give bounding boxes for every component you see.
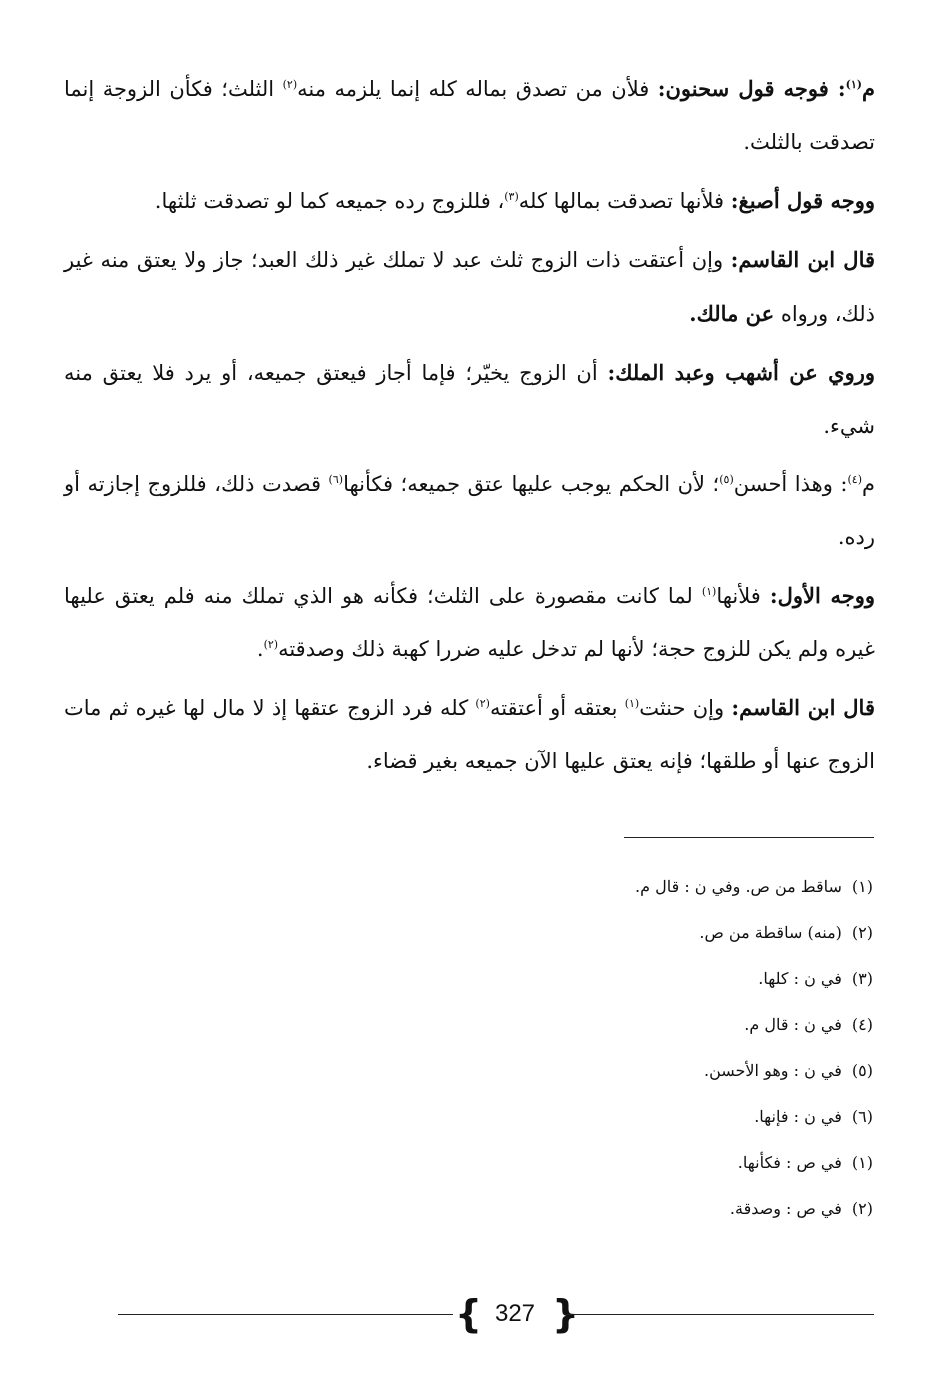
footnote-number: (٥) (851, 1061, 873, 1080)
page-footer (0, 1290, 939, 1340)
paragraph-lead: قال ابن القاسم: (731, 695, 875, 720)
paragraph-text: الثلث؛ فكأن الزوجة إنما تصدقت بالثلث. (64, 77, 875, 154)
paragraph-text: كله فرد الزوج عتقها إذ لا مال لها غيره ثم مات الزوج عنها أو طلقها؛ فإنه يعتق عليها الآن جميعه بغير قضاء. (64, 696, 875, 773)
paragraph-6 (64, 569, 875, 676)
footnote-ref: (٢) (263, 638, 279, 651)
paragraph-3 (64, 233, 875, 341)
footnote-text: في ن : فإنها. (754, 1107, 842, 1126)
paragraph-text: أن الزوج يخيّر؛ فإما أجاز فيعتق جميعه، أو يرد فلا يعتق منه شيء. (64, 361, 875, 438)
footnote-number: (١) (851, 877, 873, 896)
paragraph-text: وإن أعتقت ذات الزوج ثلث عبد لا تملك غير ذلك العبد؛ جاز ولا يعتق منه غير ذلك، ورواه (64, 248, 875, 326)
footnote-number: (٦) (851, 1107, 873, 1126)
footnote-item (66, 1094, 873, 1140)
paragraph-7 (64, 681, 875, 788)
paragraph-lead: م$^{(١)}$: فوجه قول سحنون: (657, 76, 875, 101)
footnote-item (66, 1186, 873, 1232)
footnote-ref: (٢) (282, 78, 298, 91)
footnote-ref: (٥) (719, 473, 734, 486)
paragraph-text: وإن حنثت (639, 696, 732, 720)
footnote-ref: (١) (845, 78, 862, 91)
footnote-number: (١) (851, 1153, 873, 1172)
paragraph-emphasis: عن مالك. (689, 301, 775, 326)
footer-rule-left (118, 1314, 453, 1315)
footnote-item (66, 910, 873, 956)
paragraph-text: : وهذا أحسن (733, 472, 848, 496)
paragraph-text: بعتقه أو أعتقته (489, 696, 625, 720)
paragraph-lead: ووجه قول أصبغ: (730, 188, 875, 213)
paragraph-text: . (256, 637, 264, 661)
page-number: 327 (494, 1300, 536, 1327)
paragraph-text: فلأنها تصدقت بمالها كله (518, 189, 731, 213)
paragraph-lead: وروي عن أشهب وعبد الملك: (607, 360, 875, 385)
brace-right-icon: } (552, 1292, 580, 1336)
paragraph-text: ؛ لأن الحكم يوجب عليها عتق جميعه؛ فكأنها (343, 472, 720, 496)
footnote-text: في ص : وصدقة. (729, 1199, 842, 1218)
footnote-text: ساقط من ص. وفي ن : قال م. (635, 877, 842, 896)
footnote-item (66, 1002, 873, 1048)
footnote-ref: (١) (701, 585, 717, 598)
footnote-number: (٤) (851, 1015, 873, 1034)
paragraph-1 (64, 62, 875, 169)
footnotes (66, 864, 873, 1232)
brace-left-icon: { (455, 1292, 483, 1336)
footnote-text: في ص : فكأنها. (737, 1153, 842, 1172)
footnote-item (66, 864, 873, 910)
footnote-item (66, 956, 873, 1002)
footnote-item (66, 1140, 873, 1186)
footnote-number: (٢) (851, 923, 873, 942)
footnote-ref: (٤) (847, 473, 862, 486)
footnote-text: (منه) ساقطة من ص. (699, 923, 842, 942)
paragraph-text: قصدت ذلك، فللزوج إجازته أو رده. (64, 472, 875, 549)
paragraph-text: لما كانت مقصورة على الثلث؛ فكأنه هو الذي تملك منه فلم يعتق عليها غيره ولم يكن للزوج حجة؛ لأنها لم تدخل عليه ضررا كهبة ذلك وصدقته (64, 584, 875, 661)
footnote-text: في ن : وهو الأحسن. (704, 1061, 842, 1080)
footer-rule-right (566, 1314, 874, 1315)
paragraph-lead: قال ابن القاسم: (730, 247, 876, 272)
paragraph-4 (64, 346, 875, 453)
footnote-text: في ن : قال م. (744, 1015, 842, 1034)
footnote-number: (٢) (851, 1199, 873, 1218)
paragraph-text: فلأن من تصدق بماله كله إنما يلزمه منه (297, 77, 658, 101)
footnote-ref: (٣) (504, 190, 519, 203)
footnote-ref: (١) (624, 697, 640, 710)
footnote-number: (٣) (851, 969, 873, 988)
footnote-divider (624, 837, 874, 838)
paragraph-text: فلأنها (716, 584, 770, 608)
paragraph-lead: ووجه الأول: (769, 583, 875, 608)
paragraph-text: ، فللزوج رده جميعه كما لو تصدقت ثلثها. (154, 189, 505, 213)
footnote-item (66, 1048, 873, 1094)
paragraph-2 (64, 174, 875, 228)
footnote-ref: (٦) (328, 473, 344, 486)
main-text (64, 62, 875, 793)
paragraph-5 (64, 458, 875, 564)
paragraph-lead: م (861, 472, 875, 496)
footnote-ref: (٢) (475, 697, 490, 710)
footnote-text: في ن : كلها. (758, 969, 842, 988)
